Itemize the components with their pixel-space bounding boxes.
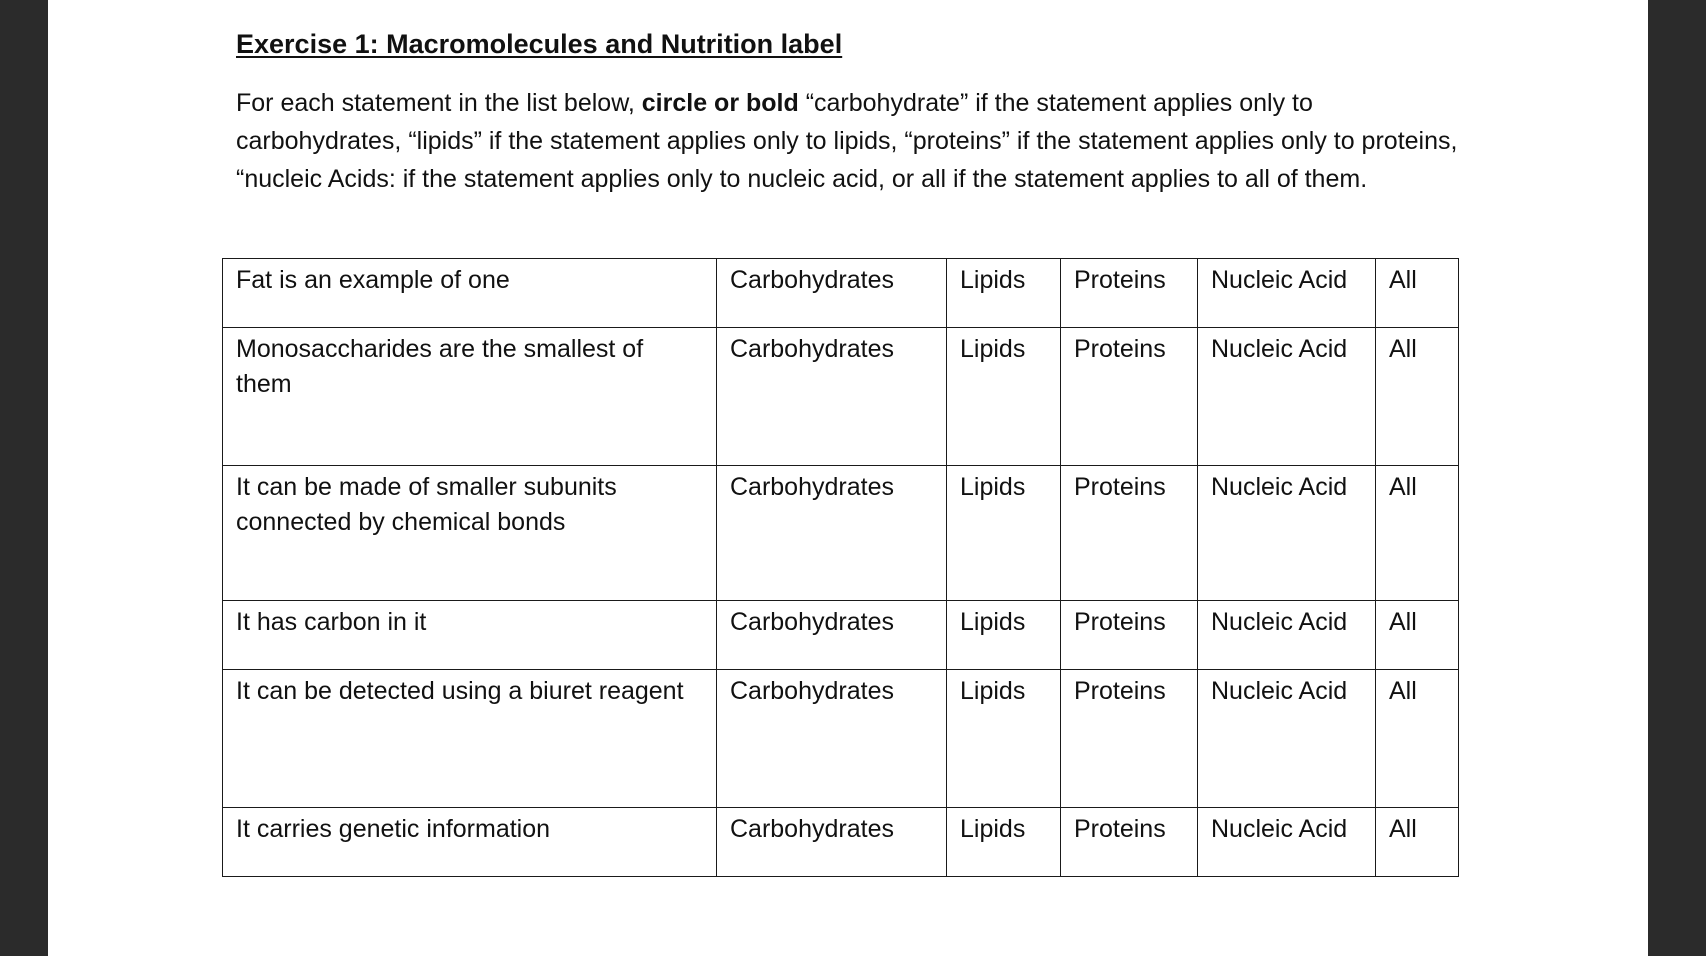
page-content (236, 26, 1486, 198)
option-nucleic-acid[interactable]: Nucleic Acid (1198, 466, 1376, 601)
option-proteins[interactable]: Proteins (1061, 808, 1198, 877)
document-page (48, 0, 1648, 956)
option-carbohydrates[interactable]: Carbohydrates (717, 670, 947, 808)
option-all[interactable]: All (1376, 808, 1459, 877)
instructions-bold-text: circle or bold (641, 89, 799, 117)
option-carbohydrates[interactable]: Carbohydrates (717, 259, 947, 328)
statement-cell: It has carbon in it (223, 601, 717, 670)
statement-cell: Fat is an example of one (223, 259, 717, 328)
option-proteins[interactable]: Proteins (1061, 466, 1198, 601)
option-all[interactable]: All (1376, 670, 1459, 808)
option-all[interactable]: All (1376, 328, 1459, 466)
statement-cell: Monosaccharides are the smallest of them (223, 328, 717, 466)
option-lipids[interactable]: Lipids (947, 601, 1061, 670)
option-carbohydrates[interactable]: Carbohydrates (717, 466, 947, 601)
option-proteins[interactable]: Proteins (1061, 328, 1198, 466)
table-row (223, 808, 1459, 877)
table-row (223, 670, 1459, 808)
option-lipids[interactable]: Lipids (947, 328, 1061, 466)
instructions-text-end: “carbohydrate” if the statement applies only to carbohydrates, “lipids” if the statement applies only to lipids, “proteins” if the statement applies only to proteins, “nucleic Acids: if the statement applies only to nucleic acid, or all if the statement applies to all of them. (236, 89, 1458, 193)
table-row (223, 466, 1459, 601)
statement-cell: It can be detected using a biuret reagent (223, 670, 717, 808)
option-proteins[interactable]: Proteins (1061, 670, 1198, 808)
option-lipids[interactable]: Lipids (947, 670, 1061, 808)
option-carbohydrates[interactable]: Carbohydrates (717, 601, 947, 670)
option-all[interactable]: All (1376, 601, 1459, 670)
table-row (223, 328, 1459, 466)
table-row (223, 601, 1459, 670)
exercise-heading: Exercise 1: Macromolecules and Nutrition label (236, 29, 843, 59)
option-lipids[interactable]: Lipids (947, 808, 1061, 877)
option-nucleic-acid[interactable]: Nucleic Acid (1198, 670, 1376, 808)
option-carbohydrates[interactable]: Carbohydrates (717, 808, 947, 877)
option-carbohydrates[interactable]: Carbohydrates (717, 328, 947, 466)
option-all[interactable]: All (1376, 466, 1459, 601)
option-all[interactable]: All (1376, 259, 1459, 328)
option-nucleic-acid[interactable]: Nucleic Acid (1198, 601, 1376, 670)
instructions-text-start: For each statement in the list below, (236, 89, 642, 117)
statement-cell: It carries genetic information (223, 808, 717, 877)
option-lipids[interactable]: Lipids (947, 259, 1061, 328)
option-nucleic-acid[interactable]: Nucleic Acid (1198, 259, 1376, 328)
option-nucleic-acid[interactable]: Nucleic Acid (1198, 808, 1376, 877)
statement-cell: It can be made of smaller subunits connected by chemical bonds (223, 466, 717, 601)
table-row (223, 259, 1459, 328)
option-nucleic-acid[interactable]: Nucleic Acid (1198, 328, 1376, 466)
option-proteins[interactable]: Proteins (1061, 601, 1198, 670)
viewer-right-margin (1648, 0, 1706, 956)
option-proteins[interactable]: Proteins (1061, 259, 1198, 328)
macromolecule-table (222, 258, 1459, 877)
instructions-paragraph (236, 84, 1476, 198)
option-lipids[interactable]: Lipids (947, 466, 1061, 601)
